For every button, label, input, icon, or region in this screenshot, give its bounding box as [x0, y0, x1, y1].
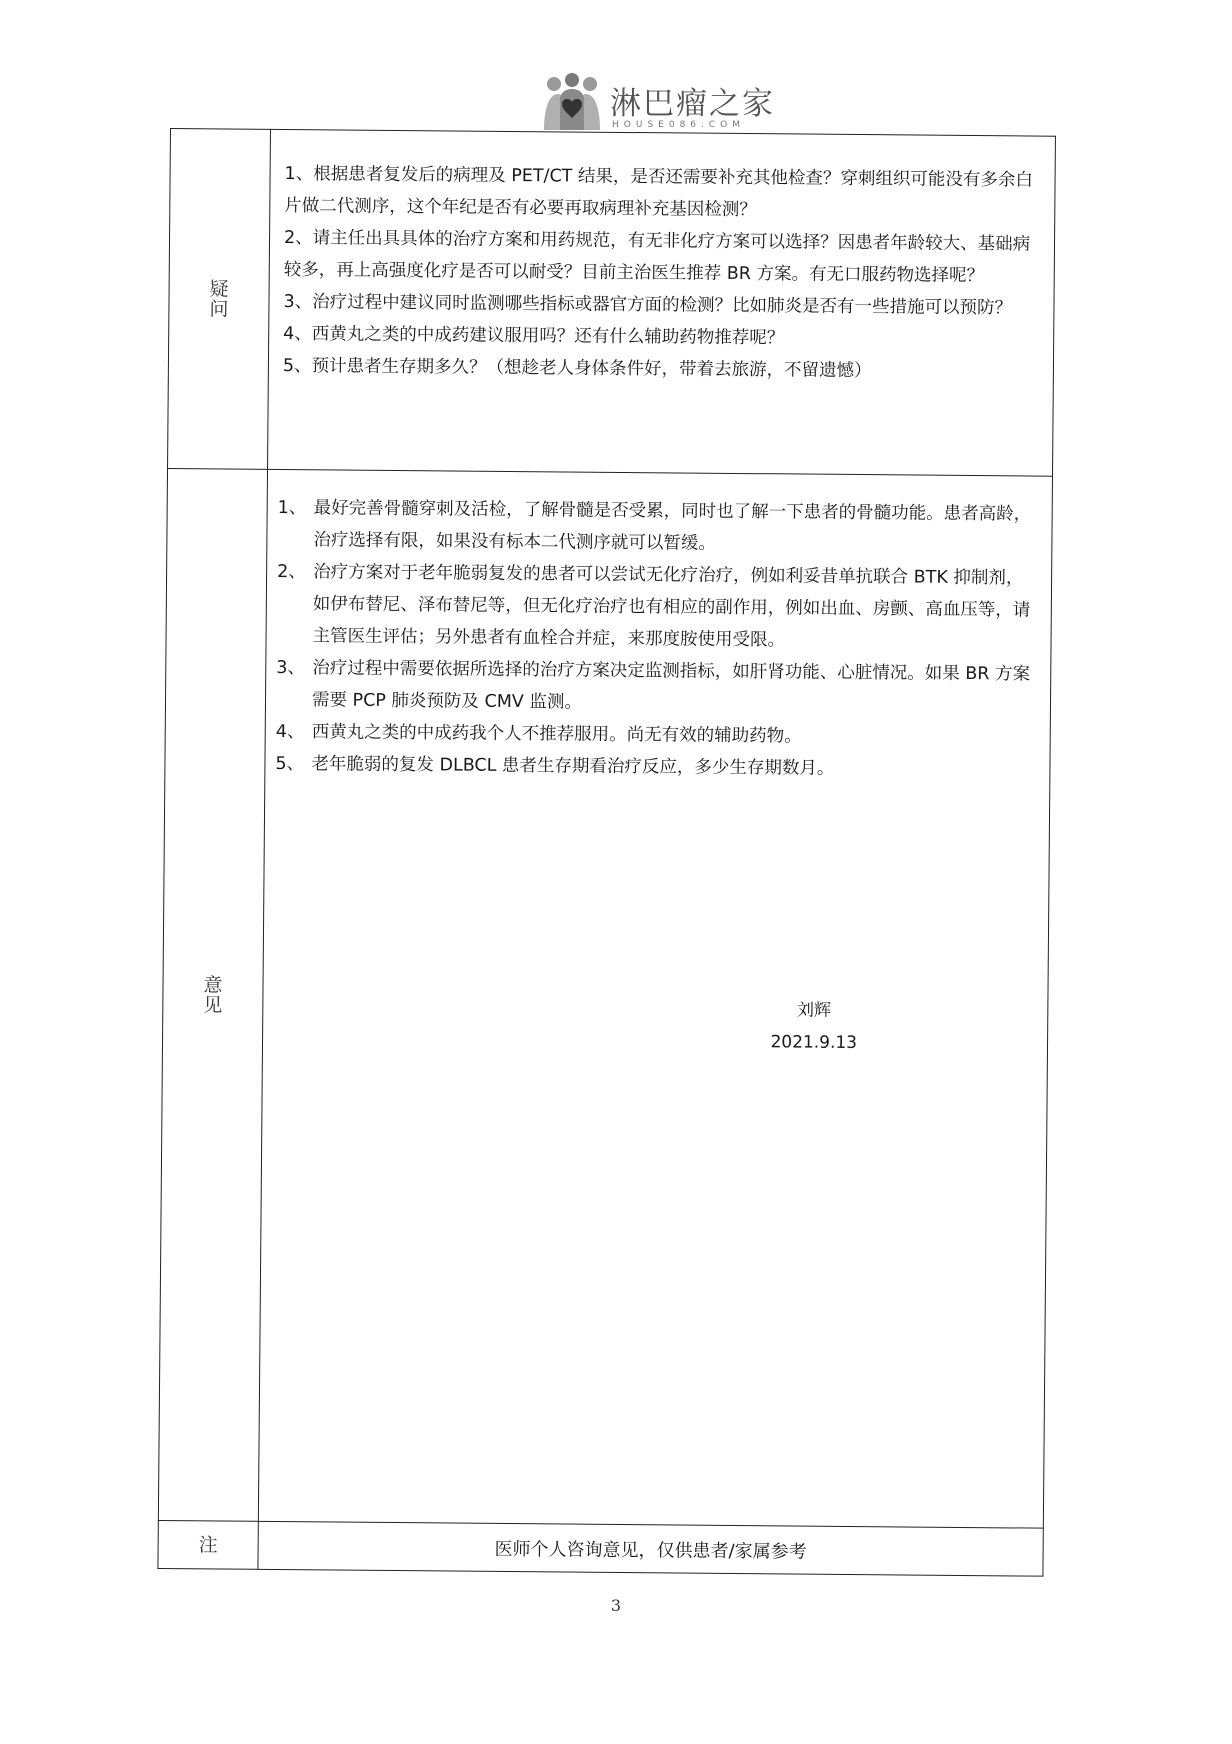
answer-number: 5、 — [275, 753, 305, 775]
site-logo — [540, 70, 780, 140]
opinion-row — [158, 468, 1052, 1528]
answer-item — [276, 652, 1035, 723]
opinion-cell — [258, 469, 1052, 1528]
answer-text: 老年脆弱的复发 DLBCL 患者生存期看治疗反应，多少生存期数月。 — [311, 754, 835, 779]
page-number: 3 — [610, 1596, 622, 1615]
answer-text: 西黄丸之类的中成药我个人不推荐服用。尚无有效的辅助药物。 — [311, 722, 802, 747]
answer-item — [275, 748, 1033, 787]
note-label-cell — [158, 1520, 258, 1569]
answer-number: 2、 — [277, 561, 306, 583]
answer-text: 最好完善骨髓穿刺及活检，了解骨髓是否受累，同时也了解一下患者的骨髓功能。患者高龄，治疗选择有限，如果没有标本二代测序就可以暂缓。 — [313, 498, 1032, 554]
questions-label: 疑问 — [209, 277, 229, 321]
questions-cell — [268, 129, 1056, 476]
signature-block — [770, 994, 857, 1059]
signature-name: 刘辉 — [796, 1000, 832, 1021]
question-item: 1、根据患者复发后的病理及 PET/CT 结果，是否还需要补充其他检查？穿刺组织可能没有多余白片做二代测序，这个年纪是否有必要再取病理补充基因检测？ — [284, 164, 1034, 221]
answer-item — [276, 556, 1035, 659]
questions-row — [168, 129, 1056, 477]
answer-text: 治疗过程中需要依据所选择的治疗方案决定监测指标，如肝肾功能、心脏情况。如果 BR 方案需要 PCP 肺炎预防及 CMV 监测。 — [311, 658, 1031, 713]
question-item: 2、请主任出具具体的治疗方案和用药规范，有无非化疗方案可以选择？因患者年龄较大、基础病较多，再上高强度化疗是否可以耐受？目前主治医生推荐 BR 方案。有无口服药物选择呢？ — [283, 227, 1031, 287]
consultation-form — [157, 128, 1056, 1577]
answer-number: 4、 — [275, 721, 305, 743]
signature-date: 2021.9.13 — [770, 1032, 858, 1054]
logo-title: 淋巴瘤之家 — [610, 86, 775, 122]
answer-text: 治疗方案对于老年脆弱复发的患者可以尝试无化疗治疗，例如利妥昔单抗联合 BTK 抑制剂，如伊布替尼、泽布替尼等，但无化疗治疗也有相应的副作用，例如出血、房颤、高血压等，请主管医生评估；另外患者有血栓合并症，来那度胺使用受限。 — [312, 562, 1031, 651]
opinion-label: 意见 — [203, 973, 223, 1016]
logo-subtitle: HOUSE086.COM — [612, 120, 746, 130]
note-label: 注 — [198, 1533, 218, 1556]
note-cell — [258, 1521, 1043, 1576]
questions-label-cell — [168, 129, 271, 470]
opinion-label-cell — [158, 468, 267, 1521]
family-heart-icon — [540, 72, 604, 132]
question-item: 4、西黄丸之类的中成药建议服用吗？还有什么辅助药物推荐呢？ — [283, 323, 785, 349]
note-row — [158, 1520, 1043, 1576]
question-item: 3、治疗过程中建议同时监测哪些指标或器官方面的检测？比如肺炎是否有一些措施可以预防？ — [283, 291, 1013, 319]
answer-number: 3、 — [276, 657, 306, 679]
answer-number: 1、 — [277, 497, 307, 519]
answer-item — [277, 492, 1036, 563]
note-text: 医师个人咨询意见，仅供患者/家属参考 — [494, 1538, 807, 1563]
question-item: 5、预计患者生存期多久？（想趁老人身体条件好，带着去旅游，不留遗憾） — [282, 355, 872, 382]
